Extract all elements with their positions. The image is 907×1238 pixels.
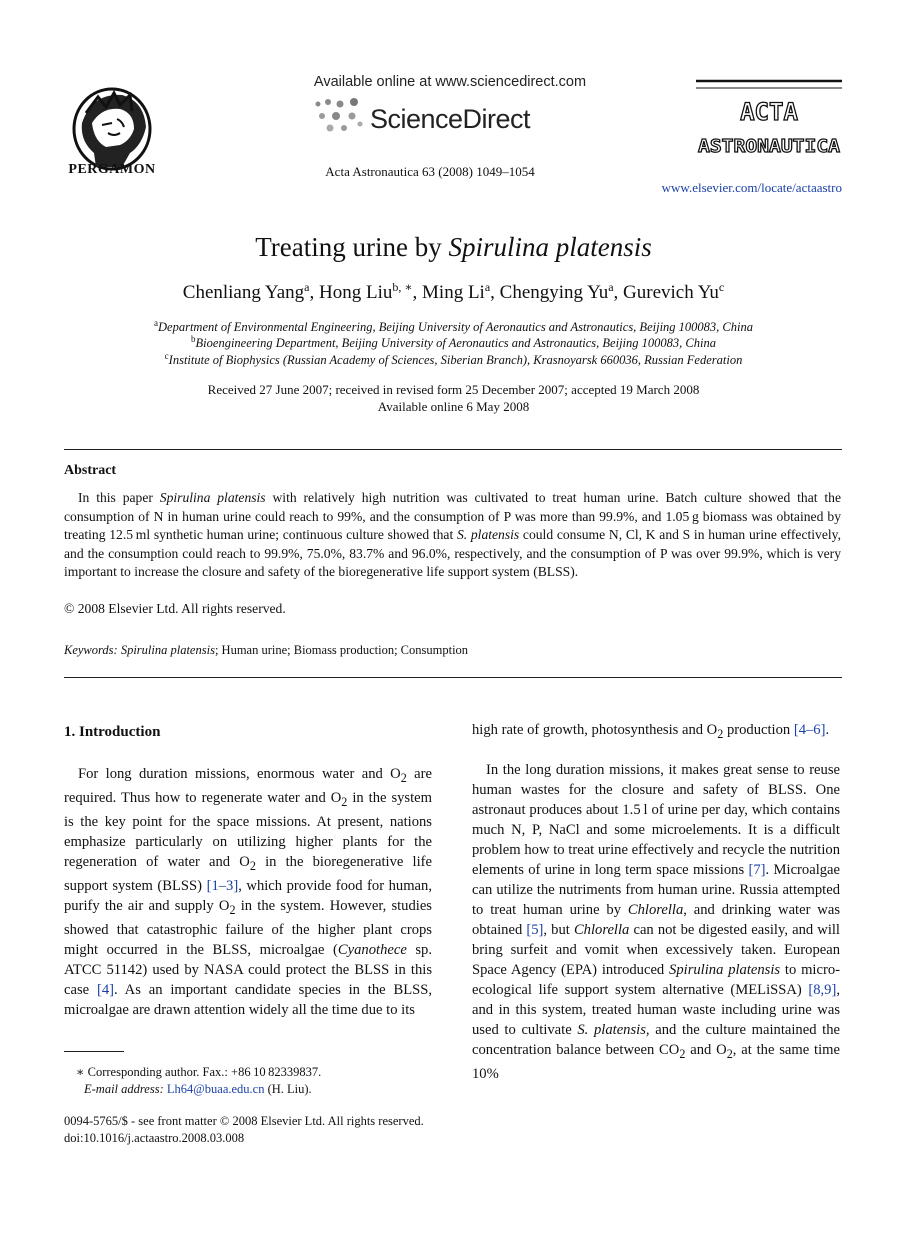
- abstract-part: with relatively high nutrition was cultivated to treat human urine. Batch culture showed that the consumption of N in human urine could reach to 99%, and the consumption of P was more than 99.9%, and 1.05 g biomass was obtained by treating 12.5 ml synthetic human urine; continuous culture showed that: [64, 490, 841, 543]
- received-dates: Received 27 June 2007; received in revised form 25 December 2007; accepted 19 March 2008: [207, 382, 700, 397]
- abstract-species: S. platensis: [456, 527, 520, 543]
- text-run: are required. Thus how to regenerate water and O: [64, 766, 432, 806]
- email-label: E-mail address:: [84, 1082, 164, 1096]
- journal-reference: Acta Astronautica 63 (2008) 1049–1054: [325, 164, 535, 179]
- author-name: Ming Li: [422, 282, 485, 303]
- affiliation-c: [0, 353, 907, 368]
- species-name: Chlorella: [627, 902, 684, 918]
- text-run: , and drinking water was obtained: [472, 902, 840, 938]
- abstract-species: Spirulina platensis: [159, 490, 266, 505]
- author-name: Chengying Yu: [499, 282, 609, 303]
- citation-link[interactable]: [4–6]: [793, 722, 826, 738]
- affil-mark: b: [191, 334, 196, 344]
- text-run: high rate of growth, photosynthesis and O: [472, 722, 718, 738]
- citation-link[interactable]: [7]: [748, 862, 766, 878]
- species-name: Chlorella: [573, 922, 630, 938]
- section-heading-introduction: 1. Introduction: [64, 724, 161, 740]
- text-run: can not be digested easily, and will bring surfeit and vomit when excessively taken. European Space Agency (EPA) introduced: [472, 922, 840, 978]
- keywords-label: Keywords:: [64, 643, 118, 657]
- species-name: Cyanothece: [337, 941, 407, 958]
- text-run: In the long duration missions, it makes great sense to reuse human wastes for the closure and safety of BLSS. One astronaut produces about 1.5 l of urine per day, which contains much N, P, NaCl and some microelements. It is a difficult problem how to treat urine effectively and recycle the nutrition elements of urine in long term space missions: [472, 762, 840, 878]
- keyword: Spirulina platensis: [120, 643, 215, 657]
- acta-logo-line2: ASTRONAUTICA: [698, 136, 841, 157]
- subscript: 2: [400, 770, 407, 785]
- title-species: Spirulina platensis: [448, 232, 652, 262]
- title-text: Treating urine by: [255, 232, 449, 262]
- text-run: production: [723, 722, 794, 738]
- text-run: , but: [543, 922, 574, 938]
- sciencedirect-wordmark: ScienceDirect: [370, 104, 531, 134]
- article-title: [0, 232, 907, 263]
- text-run: , which provide food for human, purify the air and supply O: [64, 877, 432, 914]
- subscript: 2: [341, 794, 348, 809]
- affil-text: Bioengineering Department, Beijing University of Aeronautics and Astronautics, Beijing 100083, China: [195, 336, 716, 350]
- text-run: For long duration missions, enormous water and O: [78, 766, 401, 782]
- author-affil-mark: a: [608, 280, 614, 294]
- text-run: , and the culture maintained the concentration balance between CO: [472, 1022, 840, 1058]
- affil-mark: c: [164, 351, 169, 361]
- author-name: Gurevich Yu: [623, 282, 719, 303]
- text-run: in the system. However, studies showed that catastrophic failure of the higher plant crops might occurred in the BLSS, microalgae (: [64, 897, 432, 958]
- acta-astronautica-logo: [696, 78, 842, 164]
- journal-homepage-link[interactable]: www.elsevier.com/locate/actaastro: [661, 180, 842, 195]
- subscript: 2: [726, 1046, 733, 1061]
- text-run: , and in this system, treated human waste including urine was used to cultivate: [472, 982, 840, 1038]
- intro-right-para1: [472, 720, 840, 744]
- author-affil-mark: c: [718, 280, 725, 294]
- author-name: Chenliang Yang: [182, 282, 305, 303]
- affil-mark: a: [154, 318, 159, 328]
- author-affil-mark: a: [484, 280, 491, 294]
- author-affil-mark[interactable]: b, ∗: [392, 280, 413, 294]
- text-run: .: [825, 722, 830, 738]
- affil-text: Department of Environmental Engineering, Beijing University of Aeronautics and Astronautics, Beijing 100083, China: [158, 320, 753, 334]
- subscript: 2: [249, 858, 256, 873]
- abstract-part: could consume N, Cl, K and S in human urine effectively, and the consumption could reach to 99.9%, 75.0%, 83.7% and 96.0%, respectively, and the consumption of P was over 99.9%, which is very important to increase the closure and safety of the bioregenerative life support system (BLSS).: [64, 527, 841, 580]
- footnote-divider: [64, 1051, 124, 1052]
- affil-text: Institute of Biophysics (Russian Academy of Sciences, Siberian Branch), Krasnoyarsk 660036, Russian Federation: [168, 353, 743, 367]
- copyright-notice: © 2008 Elsevier Ltd. All rights reserved.: [64, 601, 286, 616]
- author-separator: ,: [490, 282, 500, 303]
- available-online-text: Available online at www.sciencedirect.com: [313, 74, 587, 90]
- email-after: (H. Liu).: [264, 1082, 312, 1096]
- author-separator: ,: [613, 282, 624, 303]
- text-run: to micro-ecological life support system alternative (MELiSSA): [472, 962, 840, 998]
- species-name: S. platensis: [577, 1022, 646, 1038]
- keywords-rest: ; Human urine; Biomass production; Consumption: [214, 643, 469, 657]
- text-run: . As an important candidate species in the BLSS, microalgae are drawn attention widely all the time due to its: [64, 981, 432, 1018]
- issn-line: 0094-5765/$ - see front matter © 2008 Elsevier Ltd. All rights reserved.: [64, 1114, 424, 1128]
- abstract-part: In this paper: [78, 490, 160, 505]
- email-note: [84, 1082, 312, 1097]
- corresponding-author-note: [76, 1064, 321, 1080]
- author-separator: ,: [412, 282, 423, 303]
- affiliation-b: [0, 336, 907, 351]
- author-separator: ,: [309, 282, 319, 303]
- subscript: 2: [229, 902, 236, 917]
- intro-left-column: [64, 764, 432, 1020]
- subscript: 2: [679, 1046, 686, 1061]
- text-run: , at the same time 10%: [472, 1042, 840, 1082]
- available-date: Available online 6 May 2008: [377, 399, 530, 414]
- text-run: . Microalgae can utilize the nutriments from human urine. Russia attempted to treat human urine by: [472, 862, 840, 918]
- footnote-mark: ∗: [76, 1065, 85, 1079]
- doi-line: doi:10.1016/j.actaastro.2008.03.008: [64, 1131, 245, 1145]
- citation-link[interactable]: [8,9]: [808, 982, 837, 998]
- author-name: Hong Liu: [319, 282, 393, 303]
- footnote-text: Corresponding author. Fax.: +86 10 82339837.: [84, 1065, 322, 1079]
- text-run: in the bioregenerative life support system (BLSS): [64, 853, 432, 894]
- citation-link[interactable]: [4]: [96, 981, 114, 998]
- subscript: 2: [717, 726, 724, 741]
- abstract-heading: Abstract: [64, 463, 117, 478]
- affiliation-a: [0, 320, 907, 335]
- author-affil-mark: a: [304, 280, 310, 294]
- abstract-text: [64, 489, 841, 582]
- intro-right-para2: [472, 760, 840, 1084]
- divider: [64, 449, 842, 450]
- citation-link[interactable]: [5]: [526, 922, 544, 938]
- author-list: [0, 282, 907, 304]
- publisher-name: PERGAMON: [68, 162, 156, 177]
- sciencedirect-dots-icon: [312, 96, 368, 136]
- divider: [64, 677, 842, 678]
- species-name: Spirulina platensis: [669, 962, 781, 978]
- acta-logo-line1: ACTA: [740, 98, 798, 126]
- citation-link[interactable]: [1–3]: [206, 877, 239, 894]
- text-run: in the system is the key point for the space missions. At present, nations emphasize particularly on utilizing higher plants for the regeneration of water and O: [64, 789, 432, 870]
- text-run: sp. ATCC 51142) used by NASA could protect the BLSS in this case: [64, 941, 432, 998]
- keywords: [64, 643, 468, 658]
- email-link[interactable]: Lh64@buaa.edu.cn: [166, 1082, 265, 1096]
- text-run: and O: [685, 1042, 727, 1058]
